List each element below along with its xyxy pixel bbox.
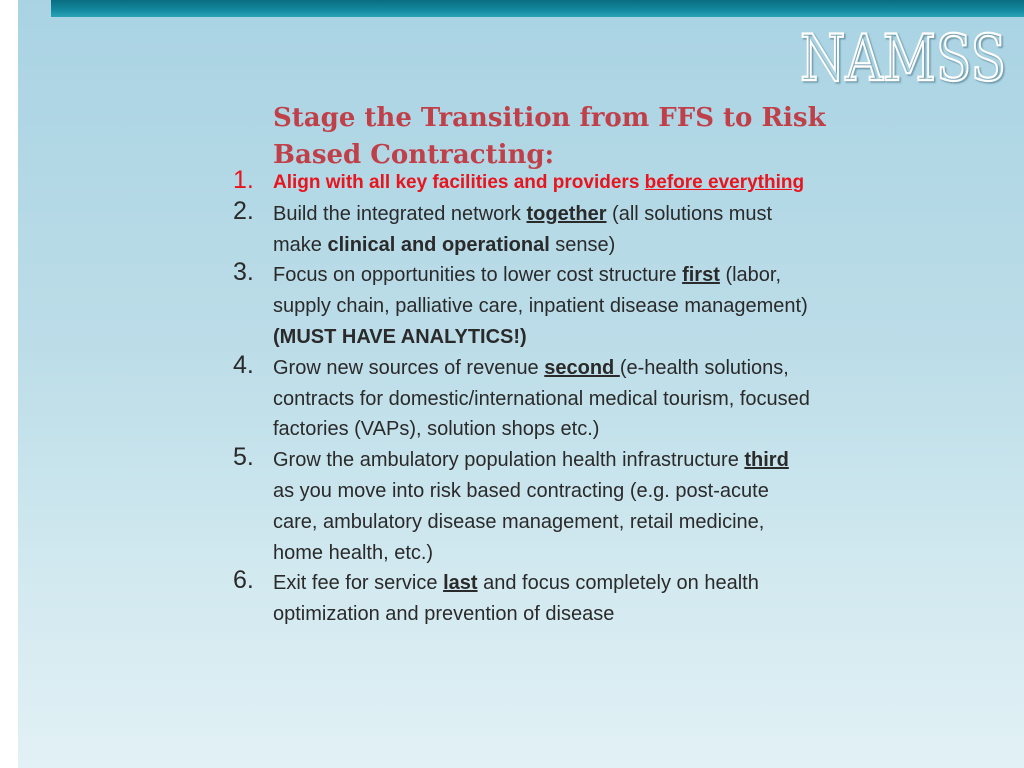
- top-bar: [51, 0, 1024, 17]
- step-text-segment: (e-health solutions, contracts for domestic/international medical tourism, focused factories (VAPs), solution shops etc.): [273, 356, 810, 441]
- step-emphasis: last: [443, 572, 478, 595]
- step-number: 5.: [233, 443, 254, 472]
- step-emphasis: together: [526, 202, 607, 225]
- step-text: [273, 353, 813, 445]
- logo-text: NAMSS: [800, 22, 1006, 90]
- step-text-segment: Grow the ambulatory population health infrastructure: [273, 449, 745, 472]
- step-item: [18, 168, 1024, 199]
- step-text-segment: Build the integrated network: [273, 202, 527, 225]
- step-item: [18, 196, 1024, 261]
- step-number: 4.: [233, 350, 254, 379]
- step-text-segment: Grow new sources of revenue: [273, 356, 545, 379]
- step-text: [273, 199, 813, 261]
- step-text: [273, 568, 813, 630]
- step-bold-text: (MUST HAVE ANALYTICS!): [273, 325, 527, 348]
- step-text-segment: (all solutions must make: [273, 202, 773, 256]
- step-emphasis: second: [544, 356, 620, 379]
- step-text-segment: and focus completely on health optimization and prevention of disease: [273, 572, 759, 626]
- slide-title: Stage the Transition from FFS to Risk Based Contracting:: [273, 103, 826, 170]
- step-text: [273, 260, 813, 352]
- step-emphasis: third: [744, 449, 789, 472]
- step-number: 1.: [233, 166, 254, 194]
- step-emphasis: first: [682, 264, 720, 287]
- step-number: 3.: [233, 258, 254, 287]
- step-number: 2.: [233, 196, 254, 225]
- step-text-segment: sense): [549, 233, 616, 256]
- step-emphasis: before everything: [644, 172, 805, 193]
- step-text-segment: Align with all key facilities and providers: [273, 172, 645, 193]
- step-item: [18, 260, 1024, 352]
- step-text: [273, 168, 813, 199]
- step-bold-text: clinical and operational: [327, 233, 550, 256]
- step-item: [18, 568, 1024, 630]
- step-text-segment: Exit fee for service: [273, 572, 444, 595]
- slide: [18, 0, 1024, 768]
- step-text-segment: (labor, supply chain, palliative care, inpatient disease management): [273, 264, 808, 318]
- step-text-segment: as you move into risk based contracting (e.g. post-acute care, ambulatory disease management, retail medicine, home health, etc.): [273, 479, 769, 564]
- step-text: [273, 445, 813, 568]
- transition-steps-list: [18, 168, 1024, 630]
- step-item: [18, 445, 1024, 568]
- step-text-segment: Focus on opportunities to lower cost structure: [273, 264, 683, 287]
- step-item: [18, 350, 1024, 445]
- namss-logo-graphic: [800, 20, 1014, 90]
- step-number: 6.: [233, 566, 254, 595]
- namss-logo: [800, 20, 1014, 90]
